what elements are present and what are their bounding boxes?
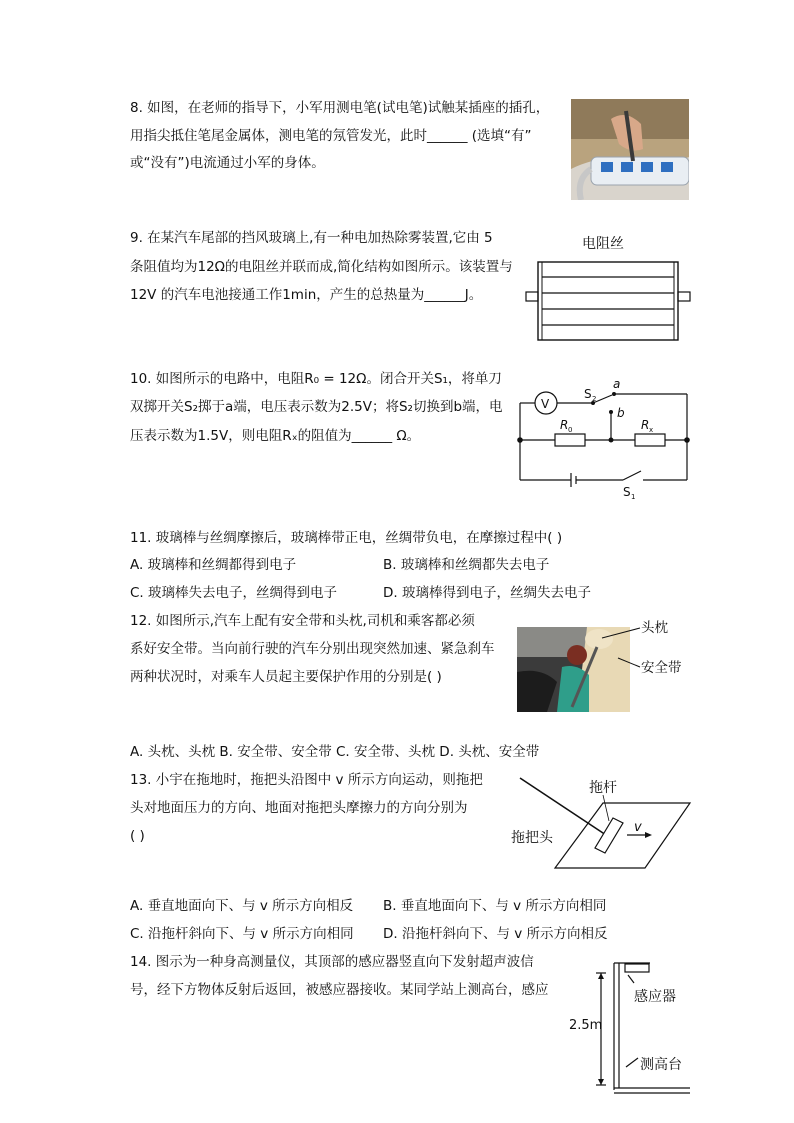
mop-head-label: 拖把头	[511, 830, 553, 846]
test-pen-photo	[571, 99, 689, 200]
q12-line-2: 系好安全带。当向前行驶的汽车分别出现突然加速、紧急刹车	[130, 641, 495, 657]
q11-option-a: A. 玻璃棒和丝绸都得到电子	[130, 557, 297, 573]
headrest-label: 头枕	[641, 620, 668, 636]
q11-option-d: D. 玻璃棒得到电子，丝绸失去电子	[383, 585, 591, 601]
q13-option-b: B. 垂直地面向下、与 v 所示方向相同	[383, 898, 607, 914]
height-value-label: 2.5m	[569, 1018, 603, 1033]
q11-option-c: C. 玻璃棒失去电子，丝绸得到电子	[130, 585, 338, 601]
q13-option-a: A. 垂直地面向下、与 v 所示方向相反	[130, 898, 354, 914]
q9-line-2: 条阻值均为12Ω的电阻丝并联而成,简化结构如图所示。该装置与	[130, 259, 513, 275]
seatbelt-label: 安全带	[641, 660, 682, 676]
q10-line-2: 双掷开关S₂掷于a端，电压表示数为2.5V；将S₂切换到b端，电	[130, 399, 503, 415]
q13-option-d: D. 沿拖杆斜向下、与 v 所示方向相反	[383, 926, 608, 942]
q8-line-1: 8. 如图，在老师的指导下，小军用测电笔(试电笔)试触某插座的插孔，	[130, 100, 550, 116]
b-label: b	[617, 406, 625, 420]
r0-label: R	[560, 418, 569, 432]
q12-pointer-lines	[600, 620, 645, 675]
resistance-wire-label: 电阻丝	[582, 236, 624, 252]
q8-line-3: 或“没有”)电流通过小军的身体。	[130, 155, 325, 171]
q8-line-2: 用指尖抵住笔尾金属体，测电笔的氖管发光，此时______ (选填“有”	[130, 128, 532, 144]
resistance-wire-figure	[520, 230, 695, 345]
q9-line-1: 9. 在某汽车尾部的挡风玻璃上,有一种电加热除雾装置,它由 5	[130, 230, 493, 246]
q13-option-c: C. 沿拖杆斜向下、与 v 所示方向相同	[130, 926, 354, 942]
mop-figure	[505, 773, 695, 873]
q13-line-2: 头对地面压力的方向、地面对拖把头摩擦力的方向分别为	[130, 800, 468, 816]
rx-label: R	[641, 418, 650, 432]
q10-line-3: 压表示数为1.5V，则电阻Rₓ的阻值为______ Ω。	[130, 428, 421, 444]
s1-sub: 1	[631, 493, 636, 501]
q11-option-b: B. 玻璃棒和丝绸都失去电子	[383, 557, 550, 573]
circuit-diagram	[515, 372, 695, 502]
q9-line-3: 12V 的汽车电池接通工作1min，产生的总热量为______J。	[130, 287, 483, 303]
q12-line-3: 两种状况时，对乘车人员起主要保护作用的分别是( )	[130, 669, 442, 685]
q10-line-1: 10. 如图所示的电路中，电阻R₀ = 12Ω。闭合开关S₁，将单刀	[130, 371, 502, 387]
q13-line-3: ( )	[130, 828, 145, 844]
a-label: a	[613, 377, 621, 391]
q13-line-1: 13. 小宇在拖地时，拖把头沿图中 v 所示方向运动，则拖把	[130, 772, 483, 788]
height-meter-figure	[568, 955, 693, 1095]
q12-options: A. 头枕、头枕 B. 安全带、安全带 C. 安全带、头枕 D. 头枕、安全带	[130, 744, 540, 760]
q11-stem: 11. 玻璃棒与丝绸摩擦后，玻璃棒带正电，丝绸带负电，在摩擦过程中( )	[130, 530, 563, 546]
voltmeter-label: V	[541, 397, 550, 411]
q14-line-2: 号，经下方物体反射后返回，被感应器接收。某同学站上测高台，感应	[130, 982, 549, 998]
s1-label: S	[623, 485, 631, 499]
sensor-label: 感应器	[634, 989, 676, 1005]
r0-sub: 0	[568, 426, 573, 434]
s2-label: S	[584, 387, 592, 401]
mop-rod-label: 拖杆	[589, 780, 617, 796]
s2-sub: 2	[592, 395, 597, 403]
velocity-label: v	[634, 820, 642, 835]
platform-label: 测高台	[640, 1057, 682, 1073]
q14-line-1: 14. 图示为一种身高测量仪，其顶部的感应器竖直向下发射超声波信	[130, 954, 534, 970]
rx-sub: x	[649, 426, 654, 434]
q12-line-1: 12. 如图所示,汽车上配有安全带和头枕,司机和乘客都必须	[130, 613, 475, 629]
